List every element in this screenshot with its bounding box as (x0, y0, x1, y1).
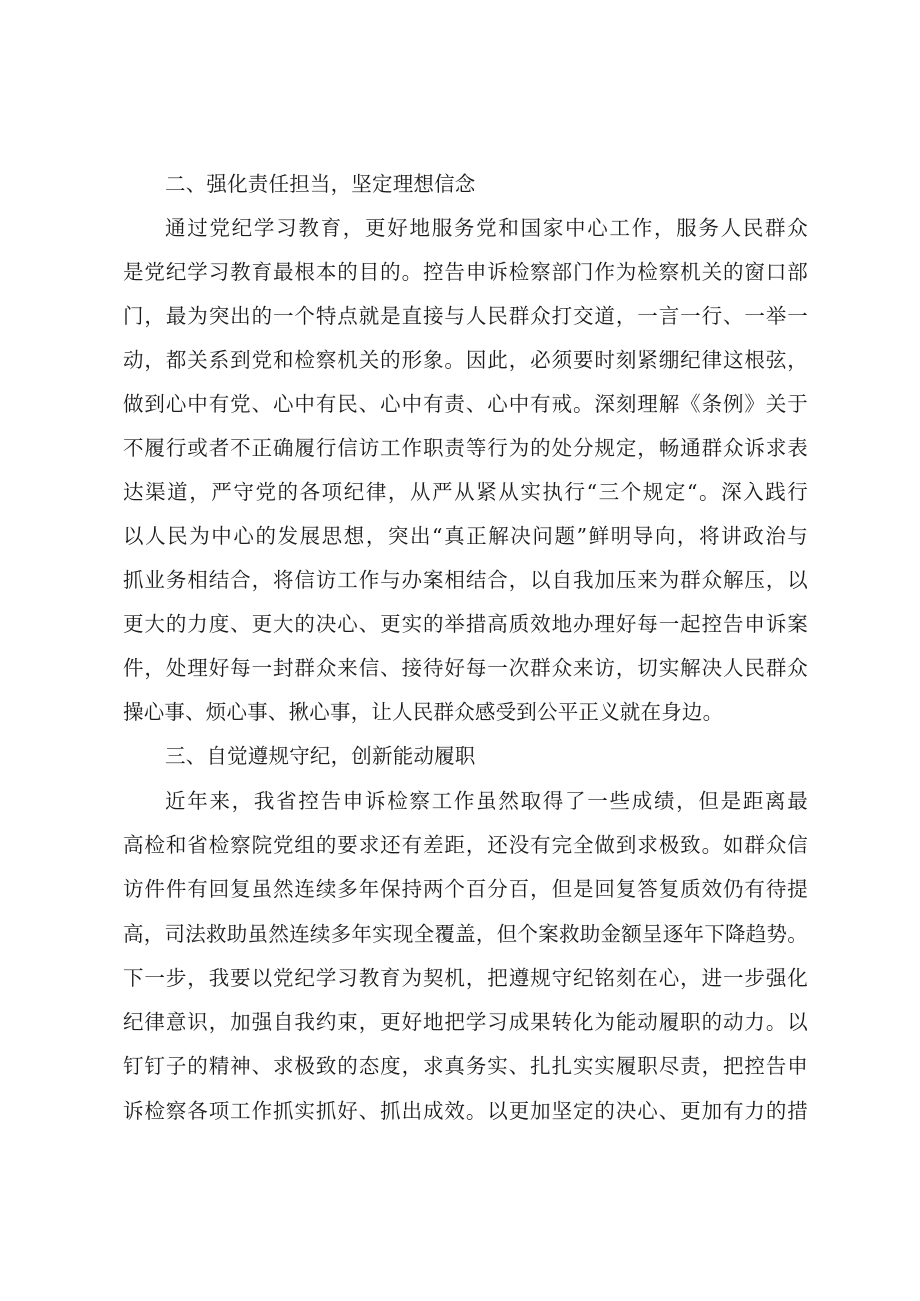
paragraph-line: 访件件有回复虽然连续多年保持两个百分百，但是回复答复质效仍有待提 (123, 877, 808, 901)
paragraph-line: 是党纪学习教育最根本的目的。控告申诉检察部门作为检察机关的窗口部 (123, 260, 808, 284)
paragraph-line: 操心事、烦心事、揪心事，让人民群众感受到公平正义就在身边。 (123, 700, 724, 724)
paragraph-line: 诉检察各项工作抓实抓好、抓出成效。以更加坚定的决心、更加有力的措 (123, 1099, 808, 1123)
paragraph-line: 通过党纪学习教育，更好地服务党和国家中心工作，服务人民群众 (165, 216, 808, 240)
paragraph-line: 近年来，我省控告申诉检察工作虽然取得了一些成绩，但是距离最 (165, 789, 808, 813)
paragraph-line: 门，最为突出的一个特点就是直接与人民群众打交道，一言一行、一举一 (123, 304, 808, 328)
paragraph-line: 动，都关系到党和检察机关的形象。因此，必须要时刻紧绷纪律这根弦， (123, 348, 808, 372)
paragraph-line: 钉钉子的精神、求极致的态度，求真务实、扎扎实实履职尽责，把控告申 (123, 1054, 808, 1078)
paragraph-line: 件，处理好每一封群众来信、接待好每一次群众来访，切实解决人民群众 (123, 656, 808, 680)
paragraph-line: 下一步，我要以党纪学习教育为契机，把遵规守纪铭刻在心，进一步强化 (123, 966, 808, 990)
paragraph-line: 不履行或者不正确履行信访工作职责等行为的处分规定，畅通群众诉求表 (123, 436, 808, 460)
paragraph-line: 更大的力度、更大的决心、更实的举措高质效地办理好每一起控告申诉案 (123, 612, 808, 636)
section-3-heading: 三、自觉遵规守纪，创新能动履职 (165, 744, 476, 768)
paragraph-line: 做到心中有党、心中有民、心中有责、心中有戒。深刻理解《条例》关于 (123, 392, 808, 416)
paragraph-line: 高，司法救助虽然连续多年实现全覆盖，但个案救助金额呈逐年下降趋势。 (123, 922, 808, 946)
paragraph-line: 抓业务相结合，将信访工作与办案相结合，以自我加压来为群众解压，以 (123, 568, 808, 592)
paragraph-line: 纪律意识，加强自我约束，更好地把学习成果转化为能动履职的动力。以 (123, 1010, 808, 1034)
paragraph-line: 达渠道，严守党的各项纪律，从严从紧从实执行“三个规定“。深入践行 (123, 480, 808, 504)
paragraph-line: 以人民为中心的发展思想，突出“真正解决问题”鲜明导向，将讲政治与 (123, 524, 808, 548)
paragraph-line: 高检和省检察院党组的要求还有差距，还没有完全做到求极致。如群众信 (123, 833, 808, 857)
section-2-heading: 二、强化责任担当，坚定理想信念 (165, 172, 476, 196)
